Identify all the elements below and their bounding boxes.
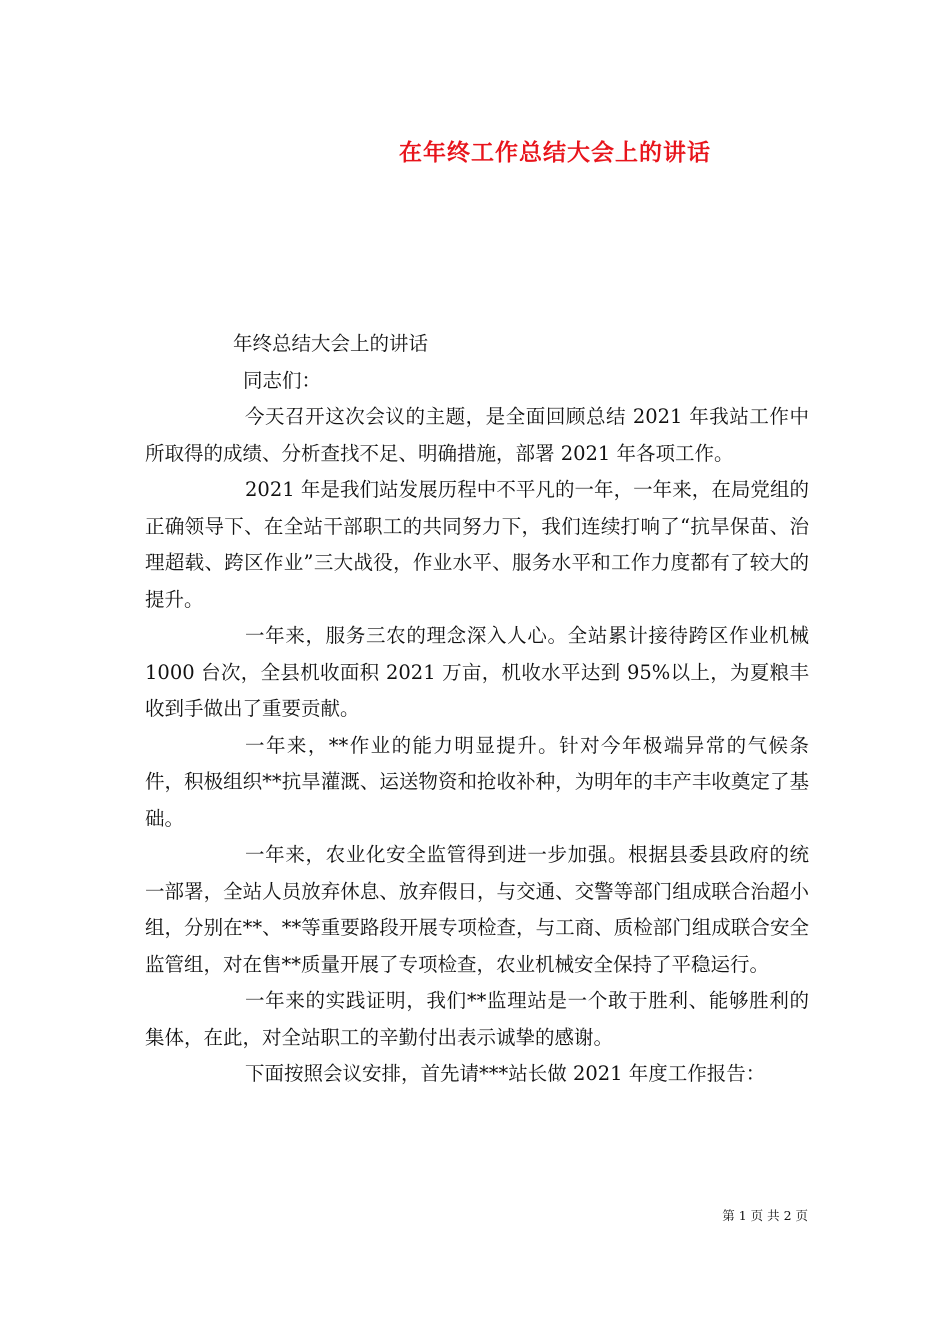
paragraph: 一年来，**作业的能力明显提升。针对今年极端异常的气候条件，积极组织**抗旱灌溉、运送物资和抢收补种，为明年的丰产丰收奠定了基础。 <box>145 733 809 830</box>
salutation: 同志们： <box>243 368 322 392</box>
paragraph: 一年来，农业化安全监管得到进一步加强。根据县委县政府的统一部署，全站人员放弃休息、放弃假日，与交通、交警等部门组成联合治超小组，分别在**、**等重要路段开展专项检查，与工商、质检部门组成联合安全监管组，对在售**质量开展了专项检查，农业机械安全保持了平稳运行。 <box>145 843 809 976</box>
document-body <box>145 326 809 1093</box>
paragraph: 一年来，服务三农的理念深入人心。全站累计接待跨区作业机械 1000 台次，全县机收面积 2021 万亩，机收水平达到 95%以上，为夏粮丰收到手做出了重要贡献。 <box>145 624 809 720</box>
speech-subtitle: 年终总结大会上的讲话 <box>233 332 429 355</box>
paragraph: 今天召开这次会议的主题，是全面回顾总结 2021 年我站工作中所取得的成绩、分析查找不足、明确措施，部署 2021 年各项工作。 <box>145 405 809 465</box>
paragraph: 下面按照会议安排，首先请***站长做 2021 年度工作报告： <box>245 1062 766 1085</box>
page-number: 第 1 页 共 2 页 <box>722 1208 808 1223</box>
paragraph: 2021 年是我们站发展历程中不平凡的一年，一年来，在局党组的正确领导下、在全站干部职工的共同努力下，我们连续打响了“抗旱保苗、治理超载、跨区作业”三大战役，作业水平、服务水平和工作力度都有了较大的提升。 <box>145 478 809 611</box>
page-title: 在年终工作总结大会上的讲话 <box>399 139 711 166</box>
paragraph: 一年来的实践证明，我们**监理站是一个敢于胜利、能够胜利的集体，在此，对全站职工的辛勤付出表示诚挚的感谢。 <box>145 989 809 1049</box>
